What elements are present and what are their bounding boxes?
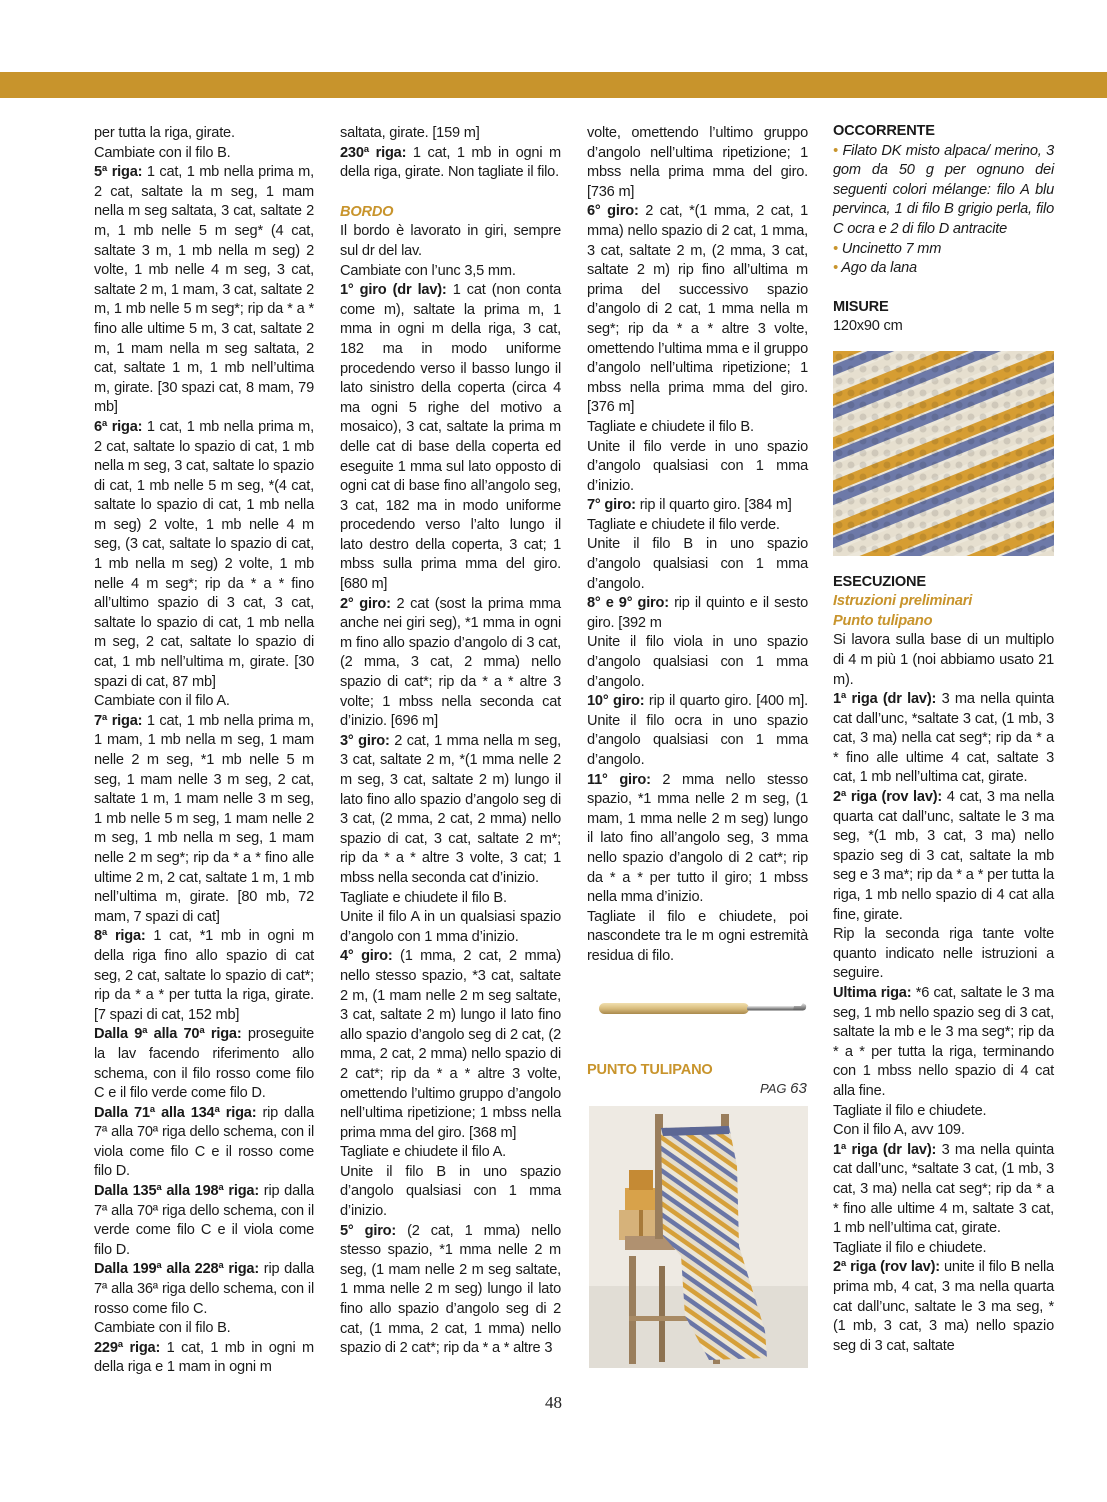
text-column-3 [587, 124, 808, 967]
paragraph [833, 984, 1054, 1102]
paragraph [833, 690, 1054, 788]
materials-item-text: Filato DK misto alpaca/ merino, 3 gom da 50 g per ognuno dei seguenti colori mélange: filo A blu pervinca, 1 di filo B grigio perla, filo C ocra e 2 di filo D antracite [833, 142, 1055, 237]
step-label: 10° giro: [587, 693, 645, 710]
step-label: 5ª riga: [94, 164, 143, 181]
step-text: rip il quinto e il sesto giro. [392 m [587, 595, 808, 631]
paragraph [587, 594, 808, 633]
paragraph: Con il filo A, avv 109. [833, 1122, 965, 1139]
page-number: 48 [545, 1393, 562, 1412]
paragraph [340, 947, 561, 1143]
paragraph [587, 771, 808, 908]
blanket-on-chair-photo [589, 1106, 808, 1368]
paragraph [94, 1339, 314, 1378]
tulip-stitch-swatch-photo [833, 351, 1054, 556]
step-label: 230ª riga: [340, 144, 407, 161]
paragraph: Rip la seconda riga tante volte quanto indicato nelle istruzioni a seguire. [833, 926, 1054, 982]
step-text: 1 cat, 1 mb nella prima m, 2 cat, saltate la m seg, 1 mam nella m seg saltata, 3 cat, saltate 2 m, 1 mb nelle 5 m seg* (4 cat, saltate 3 m, 1 mb nella m seg) 2 volte, 1 mb nelle 4 m seg, 3 cat, saltate 2 m, 1 mam, 3 cat, saltate 2 m, 1 mb nelle 5 m seg*; rip da * a * fino alle ultime 5 m, 3 cat, saltate 2 m, 1 mam nella m seg saltata, 2 cat, saltate 1 m, 1 mb nell’ultima m, girate. [30 spazi cat, 8 mam, 79 mb] [94, 164, 314, 416]
top-accent-bar [0, 72, 1107, 98]
step-text: 1 cat (non conta come m), saltate la prima m, 1 mma in ogni m della riga, 3 cat, 182 ma in modo uniforme procedendo verso il basso lungo il lato sinistro della coperta (circa 4 ma ogni 5 righe del motivo a mosaico), 3 cat, saltate la prima m delle cat di base della coperta ed eseguite 1 mma sul lato opposto di ogni cat di base fino all’angolo seg, 3 cat, 182 ma in modo uniforme procedendo verso l’alto lungo il lato destro della coperta, 3 cat; 1 mbss sulla prima mma del giro. [680 m] [340, 282, 561, 593]
crochet-hook-image [597, 996, 809, 1020]
misure-value: 120x90 cm [833, 318, 903, 335]
step-label: 11° giro: [587, 771, 651, 788]
bullet-icon: • [833, 260, 838, 277]
step-text: 1 cat, 1 mb nella prima m, 2 cat, saltate lo spazio di cat, 1 mb nella m seg, 3 cat, saltate lo spazio di cat, 1 mb nelle 5 m seg, *(4 cat, saltate lo spazio di cat, 1 mb nella m seg) 2 volte, 1 mb nelle 4 m seg, (3 cat, saltate lo spazio di cat, 1 mb nella m seg) 2 volte, 1 mb nelle 4 m seg*; rip da * a * fino all’ultimo spazio di 3 cat, 3 cat, saltate lo spazio di cat, 1 mb nella m seg, 2 cat, saltate lo spazio di cat, 1 mb nell’ultima m, girate. [30 spazi di cat, 87 mb] [94, 418, 314, 690]
step-label: 8° e 9° giro: [587, 595, 669, 612]
paragraph: Tagliate e chiudete il filo B. [340, 889, 507, 906]
paragraph: Tagliate e chiudete il filo verde. [587, 516, 780, 533]
paragraph: Cambiate con l’unc 3,5 mm. [340, 262, 516, 279]
step-text: unite il filo B nella prima mb, 4 cat, 3 ma nella quarta cat dall’unc, saltate le 3 ma seg, *(1 mb, 3 cat, 3 ma) nello spazio seg di 3 cat, saltate [833, 1259, 1054, 1354]
text-column-1 [94, 124, 314, 1378]
step-label: 8ª riga: [94, 928, 146, 945]
step-text: 3 ma nella quinta cat dall’unc, *saltate 3 cat, (1 mb, 3 cat, 3 ma) nella cat seg*; rip da * a * fino alle ultime 4 m, saltate 3 cat, 1 mb nell’ultima cat, girate. [833, 1141, 1054, 1237]
step-label: 229ª riga: [94, 1339, 161, 1356]
paragraph: Unite il filo verde in uno spazio d’angolo qualsiasi con 1 mma d’inizio. [587, 438, 808, 494]
step-label: 4° giro: [340, 948, 393, 965]
paragraph: Cambiate con il filo A. [94, 693, 230, 710]
paragraph: Il bordo è lavorato in giri, sempre sul dr del lav. [340, 223, 561, 259]
step-label: 5° giro: [340, 1222, 397, 1239]
step-text: 3 ma nella quinta cat dall’unc, *saltate 3 cat, (1 mb, 3 cat, 3 ma) nella cat seg*; rip da * a * fino alle ultime 4 cat, saltate 3 cat, 1 mb nell’ultima cat, girate. [833, 691, 1054, 786]
heading-occorrente: OCCORRENTE [833, 123, 935, 139]
page-reference [760, 1080, 807, 1097]
step-text: rip dalla 7ª alla 36ª riga dello schema, con il rosso come filo C. [94, 1261, 314, 1317]
paragraph [587, 496, 808, 516]
paragraph [94, 1182, 314, 1260]
step-text: (2 cat, 1 mma) nello stesso spazio, *1 mma nelle 2 m seg, (1 mam nelle 2 m seg saltate, 1 mma nelle 2 m seg) lungo il lato fino allo spazio d’angolo seg di 2 cat, (1 mma, 2 cat, 1 mma) nello spazio di 2 cat*; rip da * a * altre 3 [340, 1222, 561, 1357]
paragraph [833, 1258, 1054, 1356]
heading-misure: MISURE [833, 298, 889, 315]
paragraph: volte, omettendo l’ultimo gruppo d’angolo nell’ultima ripetizione; 1 mbss nella prima mma del giro. [736 m] [587, 125, 808, 200]
paragraph [94, 927, 314, 1025]
step-label: 1ª riga (dr lav): [833, 1141, 937, 1158]
paragraph [340, 732, 561, 889]
step-label: Dalla 135ª alla 198ª riga: [94, 1183, 260, 1200]
step-text: proseguite la lav facendo riferimento allo schema, con il filo rosso come filo C e il filo verde come filo D. [94, 1026, 314, 1102]
paragraph: Tagliate il filo e chiudete, poi nascondete tra le m ogni estremità residua di filo. [587, 908, 808, 964]
paragraph [94, 418, 314, 692]
materials-item [833, 142, 1054, 240]
page-reference-label: PAG [760, 1081, 787, 1096]
paragraph [94, 1260, 314, 1319]
step-text: 1 cat, *1 mb in ogni m della riga fino allo spazio di cat seg, 2 cat, saltate lo spazio di cat*; rip da * a * per tutta la riga, girate. [7 spazi di cat, 152 mb] [94, 928, 314, 1023]
paragraph: Si lavora sulla base di un multiplo di 4 m più 1 (noi abbiamo usato 21 m). [833, 632, 1054, 688]
paragraph: Tagliate e chiudete il filo B. [587, 418, 754, 435]
punto-tulipano-title: PUNTO TULIPANO [587, 1062, 713, 1078]
step-label: Dalla 71ª alla 134ª riga: [94, 1104, 257, 1121]
materials-item [833, 240, 1054, 260]
paragraph [340, 595, 561, 732]
paragraph: Tagliate e chiudete il filo A. [340, 1144, 506, 1161]
step-text: rip dalla 7ª alla 70ª riga dello schema, con il viola come filo C e il rosso come filo D. [94, 1104, 314, 1180]
paragraph: per tutta la riga, girate. [94, 125, 235, 141]
step-label: 2ª riga (rov lav): [833, 789, 943, 806]
step-text: 2 cat (sost la prima mma anche nei giri seg), *1 mma in ogni m fino allo spazio d’angolo di 3 cat, (2 mma, 3 cat, 2 mma) nello spazio di cat*; rip da * a * altre 3 volte; 1 mbss nella seconda cat d’inizio. [696 m] [340, 595, 561, 730]
paragraph: Unite il filo viola in uno spazio d’angolo qualsiasi con 1 mma d’angolo. [587, 634, 808, 690]
materials-item-text: Uncinetto 7 mm [841, 240, 942, 257]
paragraph [587, 692, 808, 770]
step-label: 7° giro: [587, 497, 636, 514]
bullet-icon: • [833, 142, 838, 159]
step-text: 2 cat, 1 mma nella m seg, 3 cat, saltate 2 m, *(1 mma nelle 2 m seg, 3 cat, saltate 2 m) lungo il lato fino allo spazio d’angolo seg di 3 cat, (2 mma, 2 cat, 2 mma) nello spazio di cat, 3 cat, saltate 2 m*; rip da * a * altre 3 volte, 3 cat; 1 mbss nella seconda cat d’inizio. [340, 732, 561, 886]
esecuzione-text [833, 631, 1054, 1356]
paragraph [833, 1141, 1054, 1239]
paragraph: saltata, girate. [159 m] [340, 125, 480, 141]
paragraph [587, 202, 808, 418]
step-label: 6° giro: [587, 203, 639, 220]
step-text: 1 cat, 1 mb in ogni m della riga e 1 mam in ogni m [94, 1339, 314, 1376]
heading-esecuzione: ESECUZIONE [833, 573, 926, 590]
step-text: rip il quarto giro. [384 m] [635, 497, 792, 514]
paragraph: Unite il filo B in uno spazio d’angolo qualsiasi con 1 mma d’inizio. [340, 1163, 561, 1220]
subheading-istruzioni: Istruzioni preliminari [833, 593, 973, 610]
step-label: 1° giro (dr lav): [340, 282, 447, 299]
paragraph [833, 788, 1054, 925]
step-label: Dalla 199ª alla 228ª riga: [94, 1261, 260, 1278]
bullet-icon: • [833, 240, 838, 257]
bordo-text [340, 222, 561, 1358]
paragraph [340, 1222, 561, 1359]
step-text: rip il quarto giro. [400 m]. Unite il filo ocra in uno spazio d’angolo qualsiasi con 1 mma d’angolo. [587, 693, 808, 768]
text-column-2 [340, 124, 561, 1359]
paragraph [340, 144, 561, 183]
step-text: rip dalla 7ª alla 70ª riga dello schema, con il verde come filo C e il viola come filo D. [94, 1183, 314, 1258]
step-text: 2 cat, *(1 mma, 2 cat, 1 mma) nello spazio di 2 cat, 1 mma, 3 cat, saltate 2 m, (2 mma, 3 cat, saltate 2 m) rip fino all’ultima m prima del successivo spazio d’angolo di 2 cat, 1 mma nella m seg*; rip da * a * altre 3 volte, omettendo l’ultima mma e il gruppo d’angolo nell’ultima ripetizione; 1 mbss nella prima mma del giro. [376 m] [587, 203, 808, 416]
paragraph: Tagliate il filo e chiudete. [833, 1239, 987, 1256]
paragraph [94, 1025, 314, 1103]
step-label: 1ª riga (dr lav): [833, 691, 937, 708]
section-heading-bordo: BORDO [340, 203, 394, 220]
paragraph [94, 1104, 314, 1182]
step-text: 1 cat, 1 mb nella prima m, 1 mam, 1 mb nella m seg, 1 mam nelle 2 m seg, *1 mb nelle 5 m seg, 1 mam nelle 3 m seg, 2 cat, saltate 1 m, 1 mam nelle 3 m seg, 1 mb nelle 5 m seg, 1 mam nelle 2 m seg, 1 mb nella m seg, 1 mam nelle 2 m seg*; rip da * a * fino alle ultime 2 m, 2 cat, saltate 1 m, 1 mb nell’ultima m, girate. [80 mb, 72 mam, 7 spazi di cat] [94, 712, 314, 925]
materials-item [833, 259, 1054, 279]
paragraph: Cambiate con il filo B. [94, 144, 231, 161]
paragraph [94, 712, 314, 928]
step-text: 4 cat, 3 ma nella quarta cat dall’unc, saltate le 3 ma seg, *(1 mb, 3 cat, 3 ma) nello spazio seg di 3 cat, saltate la mb seg e 3 ma*; rip da * a * per tutta la riga, 1 mb nello spazio di 4 cat alla fine, girate. [833, 789, 1054, 923]
occorrente-list [833, 142, 1054, 279]
step-label: 2° giro: [340, 595, 391, 612]
column2-top-text [340, 124, 561, 183]
step-label: 2ª riga (rov lav): [833, 1259, 940, 1276]
step-label: Ultima riga: [833, 985, 912, 1001]
paragraph: Cambiate con il filo B. [94, 1320, 231, 1337]
step-text: (1 mma, 2 cat, 2 mma) nello stesso spazio, *3 cat, saltate 2 m, (1 mam nelle 2 m seg saltate, 3 cat, saltate 2 m) lungo il lato fino allo spazio d’angolo seg di 2 cat, (2 mma, 2 cat, 2 mma) nello spazio di 2 cat*; rip da * a * altre 3 volte, omettendo l’ultimo gruppo d’angolo nell’ultima ripetizione; 1 mbss nella prima mma del giro. [368 m] [340, 948, 561, 1141]
paragraph: Tagliate il filo e chiudete. [833, 1102, 987, 1119]
text-column-4 [833, 124, 1054, 1356]
page-reference-number: 63 [790, 1080, 807, 1097]
paragraph [340, 281, 561, 595]
step-text: 2 mma nello stesso spazio, *1 mma nelle 2 m seg, (1 mam, 1 mma nelle 2 m seg) lungo il lato fino all’angolo seg, 3 mma nello spazio d’angolo di 2 cat*; rip da * a * per tutto il giro; 1 mbss nella mma d’inizio. [587, 771, 808, 906]
paragraph: Unite il filo B in uno spazio d’angolo qualsiasi con 1 mma d’angolo. [587, 536, 808, 592]
step-text: 1 cat, 1 mb in ogni m della riga, girate. Non tagliate il filo. [340, 144, 561, 181]
materials-item-text: Ago da lana [841, 260, 917, 277]
step-label: 6ª riga: [94, 418, 143, 435]
paragraph: Unite il filo A in un qualsiasi spazio d’angolo con 1 mma d’inizio. [340, 909, 561, 945]
subheading-punto-tulipano: Punto tulipano [833, 612, 933, 629]
step-label: 3° giro: [340, 732, 390, 749]
step-label: 7ª riga: [94, 712, 143, 729]
paragraph [94, 163, 314, 418]
step-label: Dalla 9ª alla 70ª riga: [94, 1026, 242, 1043]
step-text: *6 cat, saltate le 3 ma seg, 1 mb nello spazio seg di 3 cat, saltate la mb e le 3 ma seg*; rip da * a * per tutta la riga, terminando con 1 mbss nello spazio di 4 cat alla fine. [833, 985, 1054, 1099]
